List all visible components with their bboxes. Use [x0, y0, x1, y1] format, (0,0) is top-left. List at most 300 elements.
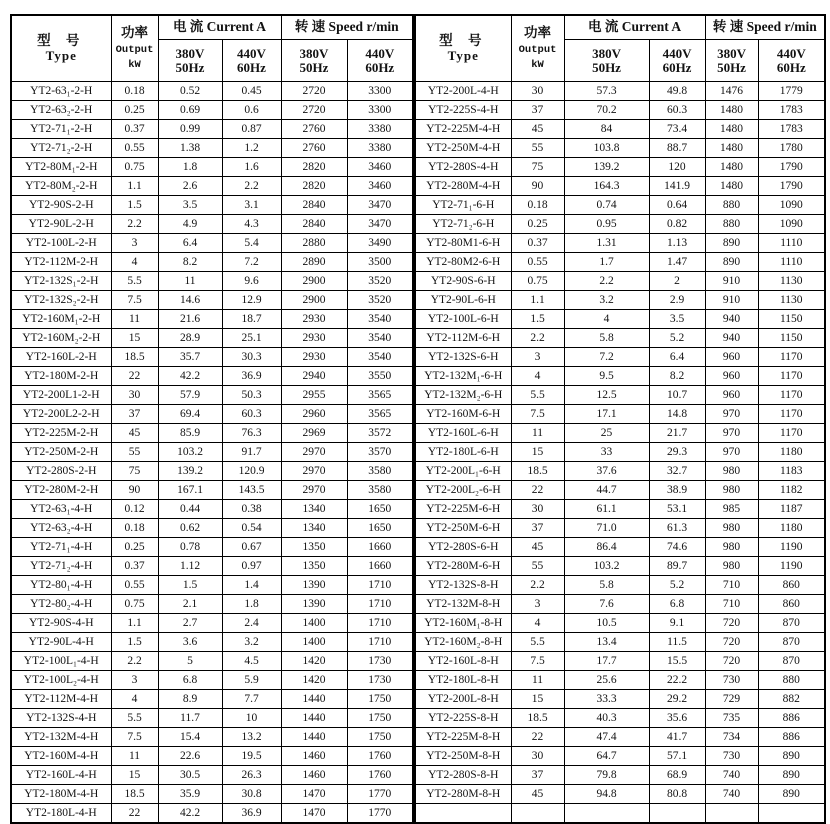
cell-speed-440v-60hz: 3580	[347, 481, 413, 500]
cell-output-kw: 5.5	[111, 709, 158, 728]
header-type-cn: 型 号	[37, 33, 86, 49]
cell-speed-440v-60hz: 1150	[758, 329, 825, 348]
cell-speed-440v-60hz: 870	[758, 633, 825, 652]
cell-output-kw: 7.5	[511, 652, 564, 671]
cell-current-440v-60hz: 91.7	[222, 443, 281, 462]
cell-speed-380v-50hz: 1440	[281, 690, 347, 709]
cell-type: YT2-180M-2-H	[11, 367, 111, 386]
cell-output-kw: 37	[111, 405, 158, 424]
cell-type: YT2-80₁-4-H	[11, 576, 111, 595]
cell-current-380v-50hz: 3.5	[158, 196, 222, 215]
cell-type: YT2-200L₂-6-H	[415, 481, 511, 500]
table-row	[415, 576, 825, 595]
cell-current-440v-60hz: 19.5	[222, 747, 281, 766]
cell-type: YT2-90S-6-H	[415, 272, 511, 291]
cell-type: YT2-225M-8-H	[415, 728, 511, 747]
cell-current-380v-50hz: 0.44	[158, 500, 222, 519]
cell-speed-380v-50hz: 710	[705, 576, 758, 595]
cell-speed-380v-50hz: 985	[705, 500, 758, 519]
cell-current-380v-50hz: 42.2	[158, 804, 222, 824]
cell-speed-380v-50hz: 2969	[281, 424, 347, 443]
cell-type: YT2-90L-2-H	[11, 215, 111, 234]
cell-speed-440v-60hz: 3540	[347, 348, 413, 367]
cell-type: YT2-80M₁-2-H	[11, 158, 111, 177]
hz-label: 60Hz	[365, 59, 395, 75]
table-row	[11, 405, 413, 424]
cell-speed-380v-50hz: 1390	[281, 595, 347, 614]
cell-speed-380v-50hz: 2940	[281, 367, 347, 386]
cell-output-kw: 15	[111, 329, 158, 348]
cell-type: YT2-200L-8-H	[415, 690, 511, 709]
cell-speed-440v-60hz: 1750	[347, 728, 413, 747]
cell-output-kw: 0.12	[111, 500, 158, 519]
cell-current-440v-60hz: 1.4	[222, 576, 281, 595]
cell-output-kw: 11	[111, 747, 158, 766]
cell-type: YT2-112M-6-H	[415, 329, 511, 348]
cell-speed-440v-60hz: 3300	[347, 101, 413, 120]
motor-spec-table-right	[414, 14, 826, 824]
cell-current-380v-50hz: 2.2	[564, 272, 649, 291]
table-row	[415, 386, 825, 405]
cell-type: YT2-132S-4-H	[11, 709, 111, 728]
cell-output-kw: 2.2	[511, 576, 564, 595]
table-row	[11, 291, 413, 310]
cell-speed-440v-60hz: 1090	[758, 196, 825, 215]
cell-output-kw: 15	[511, 443, 564, 462]
cell-type: YT2-250M-2-H	[11, 443, 111, 462]
cell-current-380v-50hz: 61.1	[564, 500, 649, 519]
cell-current-380v-50hz: 42.2	[158, 367, 222, 386]
table-row	[415, 272, 825, 291]
cell-type: YT2-100L₂-4-H	[11, 671, 111, 690]
cell-current-440v-60hz: 2.9	[649, 291, 705, 310]
cell-output-kw: 0.55	[111, 576, 158, 595]
cell-speed-380v-50hz: 980	[705, 538, 758, 557]
cell-current-380v-50hz: 8.9	[158, 690, 222, 709]
cell-speed-440v-60hz: 1187	[758, 500, 825, 519]
table-row	[415, 215, 825, 234]
cell-speed-380v-50hz: 1470	[281, 804, 347, 824]
hz-label: 50Hz	[299, 59, 329, 75]
cell-speed-440v-60hz: 1170	[758, 348, 825, 367]
cell-output-kw: 0.55	[111, 139, 158, 158]
cell-output-kw: 0.18	[511, 196, 564, 215]
cell-current-440v-60hz: 76.3	[222, 424, 281, 443]
cell-current-440v-60hz: 29.3	[649, 443, 705, 462]
cell-current-440v-60hz: 13.2	[222, 728, 281, 747]
cell-type: YT2-63₂-2-H	[11, 101, 111, 120]
cell-speed-440v-60hz: 1170	[758, 424, 825, 443]
table-row	[415, 690, 825, 709]
table-row	[11, 253, 413, 272]
table-row	[415, 671, 825, 690]
cell-current-440v-60hz: 68.9	[649, 766, 705, 785]
header-current-380v	[158, 40, 222, 82]
cell-current-380v-50hz: 1.31	[564, 234, 649, 253]
cell-speed-440v-60hz: 880	[758, 671, 825, 690]
cell-output-kw: 11	[511, 671, 564, 690]
cell-speed-380v-50hz: 2900	[281, 291, 347, 310]
table-row	[11, 481, 413, 500]
cell-current-440v-60hz: 0.45	[222, 82, 281, 101]
cell-current-380v-50hz: 6.4	[158, 234, 222, 253]
cell-current-380v-50hz: 57.9	[158, 386, 222, 405]
cell-current-380v-50hz: 0.78	[158, 538, 222, 557]
cell-speed-440v-60hz: 1770	[347, 804, 413, 824]
table-row	[11, 215, 413, 234]
cell-current-380v-50hz: 79.8	[564, 766, 649, 785]
table-row	[11, 329, 413, 348]
cell-type: YT2-225S-4-H	[415, 101, 511, 120]
cell-speed-440v-60hz: 3300	[347, 82, 413, 101]
cell-current-440v-60hz: 0.38	[222, 500, 281, 519]
cell-speed-380v-50hz: 1440	[281, 728, 347, 747]
cell-current-440v-60hz: 25.1	[222, 329, 281, 348]
table-row	[11, 557, 413, 576]
cell-current-380v-50hz: 35.7	[158, 348, 222, 367]
cell-current-380v-50hz: 2.1	[158, 595, 222, 614]
table-row	[415, 234, 825, 253]
table-row	[11, 177, 413, 196]
cell-speed-380v-50hz: 980	[705, 462, 758, 481]
cell-type: YT2-71₁-6-H	[415, 196, 511, 215]
table-row	[415, 633, 825, 652]
cell-speed-440v-60hz: 3520	[347, 272, 413, 291]
cell-output-kw: 37	[511, 766, 564, 785]
table-row	[415, 310, 825, 329]
cell-current-380v-50hz: 33	[564, 443, 649, 462]
table-row	[11, 234, 413, 253]
table-row	[415, 196, 825, 215]
cell-speed-440v-60hz: 1180	[758, 519, 825, 538]
cell-type: YT2-225S-8-H	[415, 709, 511, 728]
cell-type: YT2-112M-4-H	[11, 690, 111, 709]
cell-current-440v-60hz: 7.7	[222, 690, 281, 709]
table-row	[415, 158, 825, 177]
cell-speed-440v-60hz: 1710	[347, 595, 413, 614]
cell-current-440v-60hz: 10.7	[649, 386, 705, 405]
cell-current-380v-50hz: 2.6	[158, 177, 222, 196]
cell-output-kw: 22	[511, 728, 564, 747]
cell-speed-380v-50hz: 1480	[705, 120, 758, 139]
table-row	[415, 804, 825, 824]
cell-current-440v-60hz: 5.9	[222, 671, 281, 690]
cell-type	[415, 804, 511, 824]
cell-speed-380v-50hz: 2970	[281, 443, 347, 462]
cell-speed-380v-50hz: 890	[705, 234, 758, 253]
table-row	[11, 538, 413, 557]
cell-type: YT2-280S-8-H	[415, 766, 511, 785]
cell-current-380v-50hz: 0.95	[564, 215, 649, 234]
cell-type: YT2-63₂-4-H	[11, 519, 111, 538]
motor-spec-table-left	[10, 14, 414, 824]
cell-speed-440v-60hz: 1783	[758, 101, 825, 120]
cell-current-440v-60hz: 0.67	[222, 538, 281, 557]
cell-speed-380v-50hz: 1480	[705, 158, 758, 177]
cell-type: YT2-200L1-2-H	[11, 386, 111, 405]
cell-speed-380v-50hz: 2900	[281, 272, 347, 291]
cell-speed-380v-50hz: 980	[705, 481, 758, 500]
cell-type: YT2-250M-6-H	[415, 519, 511, 538]
cell-speed-380v-50hz: 2930	[281, 329, 347, 348]
cell-current-380v-50hz: 0.52	[158, 82, 222, 101]
cell-speed-440v-60hz: 1180	[758, 443, 825, 462]
cell-speed-440v-60hz: 1730	[347, 652, 413, 671]
cell-output-kw: 4	[511, 614, 564, 633]
cell-current-380v-50hz: 3.6	[158, 633, 222, 652]
cell-speed-380v-50hz: 960	[705, 348, 758, 367]
cell-type: YT2-71₂-2-H	[11, 139, 111, 158]
cell-current-380v-50hz: 11.7	[158, 709, 222, 728]
cell-output-kw: 3	[111, 234, 158, 253]
cell-current-380v-50hz: 44.7	[564, 481, 649, 500]
cell-speed-440v-60hz: 1790	[758, 158, 825, 177]
cell-current-380v-50hz: 1.5	[158, 576, 222, 595]
cell-type: YT2-225M-4-H	[415, 120, 511, 139]
cell-current-440v-60hz: 14.8	[649, 405, 705, 424]
cell-speed-440v-60hz: 1090	[758, 215, 825, 234]
cell-output-kw: 37	[511, 101, 564, 120]
table-row	[11, 709, 413, 728]
cell-type: YT2-80₂-4-H	[11, 595, 111, 614]
cell-current-440v-60hz: 61.3	[649, 519, 705, 538]
cell-speed-380v-50hz: 720	[705, 652, 758, 671]
cell-speed-380v-50hz: 2880	[281, 234, 347, 253]
cell-current-440v-60hz: 57.1	[649, 747, 705, 766]
cell-current-440v-60hz: 10	[222, 709, 281, 728]
cell-speed-440v-60hz: 3380	[347, 139, 413, 158]
cell-speed-440v-60hz: 860	[758, 595, 825, 614]
cell-speed-380v-50hz: 910	[705, 291, 758, 310]
cell-speed-440v-60hz: 3460	[347, 177, 413, 196]
cell-current-440v-60hz: 6.4	[649, 348, 705, 367]
cell-current-440v-60hz: 143.5	[222, 481, 281, 500]
cell-current-380v-50hz: 64.7	[564, 747, 649, 766]
cell-speed-440v-60hz: 3550	[347, 367, 413, 386]
cell-speed-380v-50hz: 1420	[281, 671, 347, 690]
cell-speed-380v-50hz: 735	[705, 709, 758, 728]
table-row	[11, 766, 413, 785]
cell-output-kw: 3	[511, 595, 564, 614]
cell-speed-380v-50hz: 1350	[281, 538, 347, 557]
cell-speed-380v-50hz: 2970	[281, 462, 347, 481]
cell-current-440v-60hz: 29.2	[649, 690, 705, 709]
cell-speed-380v-50hz: 710	[705, 595, 758, 614]
cell-type: YT2-132M₁-6-H	[415, 367, 511, 386]
cell-current-440v-60hz: 60.3	[649, 101, 705, 120]
volt-label: 440V	[662, 45, 692, 61]
cell-speed-440v-60hz: 1110	[758, 253, 825, 272]
cell-current-440v-60hz: 89.7	[649, 557, 705, 576]
cell-current-440v-60hz: 50.3	[222, 386, 281, 405]
cell-current-440v-60hz: 30.3	[222, 348, 281, 367]
cell-current-380v-50hz: 22.6	[158, 747, 222, 766]
cell-current-380v-50hz: 17.7	[564, 652, 649, 671]
cell-speed-440v-60hz: 1710	[347, 614, 413, 633]
cell-speed-380v-50hz: 730	[705, 671, 758, 690]
cell-speed-440v-60hz: 3490	[347, 234, 413, 253]
cell-current-380v-50hz: 139.2	[158, 462, 222, 481]
table-row	[11, 614, 413, 633]
cell-current-380v-50hz: 12.5	[564, 386, 649, 405]
table-row	[415, 614, 825, 633]
cell-type: YT2-225M-2-H	[11, 424, 111, 443]
cell-current-380v-50hz: 103.8	[564, 139, 649, 158]
cell-current-380v-50hz: 1.38	[158, 139, 222, 158]
header-type	[11, 15, 111, 82]
table-row	[11, 272, 413, 291]
cell-type: YT2-160M₁-2-H	[11, 310, 111, 329]
cell-current-380v-50hz: 5	[158, 652, 222, 671]
cell-current-380v-50hz: 10.5	[564, 614, 649, 633]
cell-speed-380v-50hz: 2970	[281, 481, 347, 500]
cell-type: YT2-100L-6-H	[415, 310, 511, 329]
header-speed-440v	[758, 40, 825, 82]
cell-output-kw: 0.75	[111, 595, 158, 614]
cell-output-kw: 7.5	[511, 405, 564, 424]
cell-type: YT2-160L-4-H	[11, 766, 111, 785]
cell-speed-380v-50hz: 980	[705, 557, 758, 576]
table-row	[11, 82, 413, 101]
cell-current-380v-50hz: 139.2	[564, 158, 649, 177]
cell-speed-440v-60hz: 1190	[758, 538, 825, 557]
cell-speed-380v-50hz: 2955	[281, 386, 347, 405]
hz-label: 60Hz	[776, 59, 806, 75]
cell-type: YT2-160M₂-2-H	[11, 329, 111, 348]
cell-type: YT2-63₁-2-H	[11, 82, 111, 101]
cell-current-440v-60hz: 1.2	[222, 139, 281, 158]
cell-type: YT2-80M2-6-H	[415, 253, 511, 272]
cell-type: YT2-100L₁-4-H	[11, 652, 111, 671]
cell-speed-440v-60hz	[758, 804, 825, 824]
cell-output-kw	[511, 804, 564, 824]
cell-speed-440v-60hz: 886	[758, 728, 825, 747]
cell-current-440v-60hz: 0.6	[222, 101, 281, 120]
cell-output-kw: 22	[111, 367, 158, 386]
cell-speed-440v-60hz: 1183	[758, 462, 825, 481]
cell-current-380v-50hz: 4.9	[158, 215, 222, 234]
cell-current-380v-50hz: 40.3	[564, 709, 649, 728]
cell-current-440v-60hz: 53.1	[649, 500, 705, 519]
table-row	[415, 139, 825, 158]
cell-output-kw: 30	[511, 747, 564, 766]
cell-current-380v-50hz: 25	[564, 424, 649, 443]
cell-output-kw: 4	[111, 690, 158, 709]
cell-speed-380v-50hz: 1476	[705, 82, 758, 101]
table-row	[11, 633, 413, 652]
cell-speed-380v-50hz: 734	[705, 728, 758, 747]
cell-current-380v-50hz: 35.9	[158, 785, 222, 804]
cell-output-kw: 90	[111, 481, 158, 500]
table-row	[415, 443, 825, 462]
cell-speed-380v-50hz: 1350	[281, 557, 347, 576]
table-row	[11, 500, 413, 519]
cell-speed-440v-60hz: 890	[758, 785, 825, 804]
table-row	[11, 462, 413, 481]
header-output-cn: 功率	[121, 25, 148, 41]
cell-speed-380v-50hz: 2820	[281, 177, 347, 196]
table-row	[11, 728, 413, 747]
header-output	[111, 15, 158, 82]
table-row	[415, 481, 825, 500]
cell-current-440v-60hz: 12.9	[222, 291, 281, 310]
cell-speed-440v-60hz: 1760	[347, 766, 413, 785]
cell-type: YT2-132S₂-2-H	[11, 291, 111, 310]
cell-type: YT2-160M-6-H	[415, 405, 511, 424]
header-output	[511, 15, 564, 82]
cell-output-kw: 7.5	[111, 728, 158, 747]
cell-output-kw: 0.37	[511, 234, 564, 253]
cell-current-440v-60hz: 8.2	[649, 367, 705, 386]
cell-output-kw: 15	[111, 766, 158, 785]
cell-type: YT2-160M₂-8-H	[415, 633, 511, 652]
cell-current-380v-50hz: 103.2	[158, 443, 222, 462]
cell-current-440v-60hz: 60.3	[222, 405, 281, 424]
cell-current-380v-50hz: 6.8	[158, 671, 222, 690]
volt-label: 380V	[592, 45, 621, 61]
cell-speed-380v-50hz: 1400	[281, 614, 347, 633]
cell-speed-380v-50hz: 880	[705, 215, 758, 234]
table-row	[11, 671, 413, 690]
cell-current-440v-60hz: 1.13	[649, 234, 705, 253]
cell-current-440v-60hz: 3.1	[222, 196, 281, 215]
table-row	[11, 443, 413, 462]
table-row	[11, 367, 413, 386]
cell-current-440v-60hz: 6.8	[649, 595, 705, 614]
cell-speed-440v-60hz: 1190	[758, 557, 825, 576]
cell-current-440v-60hz: 26.3	[222, 766, 281, 785]
cell-speed-380v-50hz: 1480	[705, 139, 758, 158]
table-row	[415, 557, 825, 576]
cell-current-440v-60hz: 5.2	[649, 329, 705, 348]
cell-type: YT2-71₂-4-H	[11, 557, 111, 576]
cell-output-kw: 1.5	[111, 196, 158, 215]
cell-speed-380v-50hz: 970	[705, 443, 758, 462]
cell-current-440v-60hz: 74.6	[649, 538, 705, 557]
table-row	[11, 424, 413, 443]
cell-speed-440v-60hz: 1660	[347, 538, 413, 557]
cell-speed-380v-50hz: 1440	[281, 709, 347, 728]
cell-speed-380v-50hz: 2890	[281, 253, 347, 272]
cell-speed-440v-60hz: 3470	[347, 215, 413, 234]
header-output-en: Output	[518, 43, 557, 56]
cell-current-380v-50hz: 47.4	[564, 728, 649, 747]
cell-speed-440v-60hz: 1710	[347, 576, 413, 595]
cell-speed-440v-60hz: 1750	[347, 709, 413, 728]
cell-current-380v-50hz: 5.8	[564, 329, 649, 348]
header-row-1	[11, 15, 413, 40]
cell-output-kw: 5.5	[511, 633, 564, 652]
table-row	[11, 785, 413, 804]
cell-speed-380v-50hz: 1480	[705, 177, 758, 196]
cell-output-kw: 2.2	[511, 329, 564, 348]
cell-current-380v-50hz	[564, 804, 649, 824]
table-row	[415, 462, 825, 481]
cell-type: YT2-200L-4-H	[415, 82, 511, 101]
cell-speed-440v-60hz: 3580	[347, 462, 413, 481]
cell-speed-440v-60hz: 1783	[758, 120, 825, 139]
cell-current-440v-60hz: 2	[649, 272, 705, 291]
table-row	[11, 196, 413, 215]
cell-current-440v-60hz: 88.7	[649, 139, 705, 158]
cell-speed-380v-50hz: 2720	[281, 82, 347, 101]
cell-speed-440v-60hz: 3460	[347, 158, 413, 177]
cell-type: YT2-280S-6-H	[415, 538, 511, 557]
cell-current-440v-60hz: 120	[649, 158, 705, 177]
cell-type: YT2-200L2-2-H	[11, 405, 111, 424]
cell-type: YT2-225M-6-H	[415, 500, 511, 519]
cell-speed-440v-60hz: 1130	[758, 272, 825, 291]
